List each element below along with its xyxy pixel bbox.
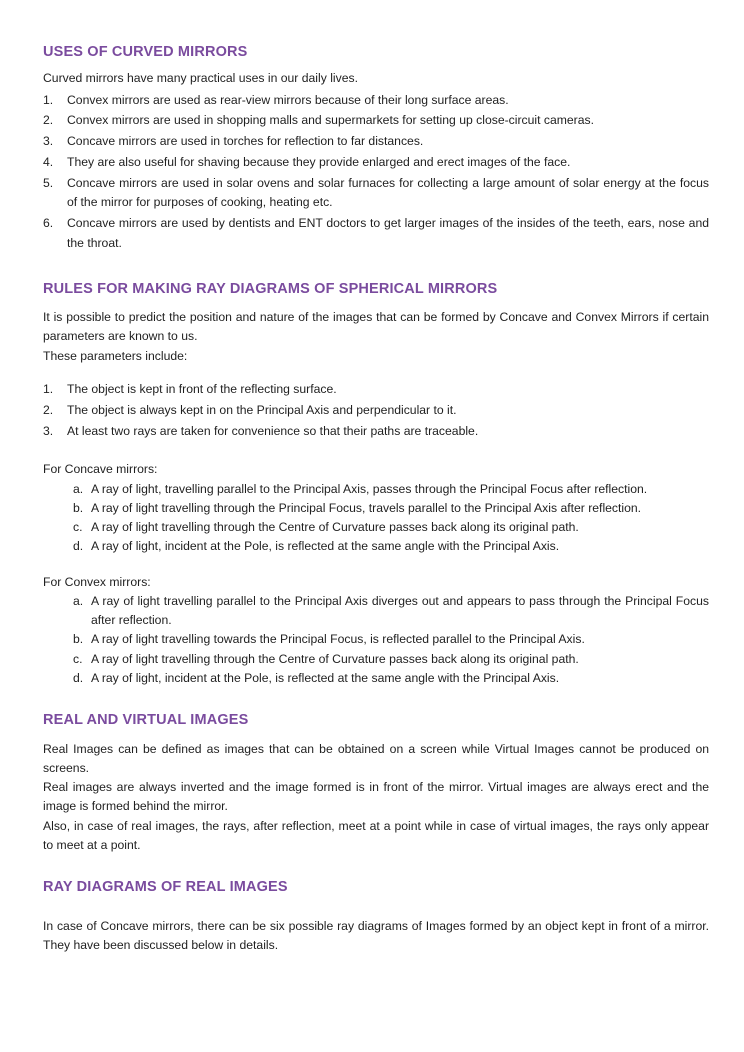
spacer xyxy=(43,557,709,573)
heading-ray-diagrams-of-real-images: RAY DIAGRAMS OF REAL IMAGES xyxy=(43,879,288,896)
list-marker: 3. xyxy=(43,423,54,438)
list-item-text: A ray of light travelling parallel to the Principal Axis diverges out and appears to pass through the Principal Focus after reflection. xyxy=(91,593,709,628)
list-item-text: Concave mirrors are used by dentists and ENT doctors to get larger images of the insides of the teeth, ears, nose and the throat. xyxy=(67,216,709,251)
list-marker: 1. xyxy=(43,381,54,396)
list-item-text: A ray of light, incident at the Pole, is reflected at the same angle with the Principal Axis. xyxy=(91,539,560,554)
list-item xyxy=(43,153,709,173)
intro-uses-of-curved-mirrors: Curved mirrors have many practical uses in our daily lives. xyxy=(43,71,358,86)
para-parameters-include: These parameters include: xyxy=(43,348,188,363)
list-parameters xyxy=(43,380,709,441)
spacer xyxy=(43,442,709,460)
list-item-text: A ray of light travelling through the Centre of Curvature passes back along its original path. xyxy=(91,651,579,666)
list-marker: a. xyxy=(73,481,84,496)
list-item-text: The object is always kept in on the Principal Axis and perpendicular to it. xyxy=(67,402,457,417)
list-item xyxy=(43,422,709,442)
heading-real-and-virtual-images: REAL AND VIRTUAL IMAGES xyxy=(43,712,249,729)
list-item xyxy=(73,650,709,669)
spacer xyxy=(43,688,709,712)
list-item-text: Convex mirrors are used in shopping malls and supermarkets for setting up close-circuit cameras. xyxy=(67,113,594,128)
list-item xyxy=(73,630,709,649)
list-item xyxy=(43,111,709,131)
list-item xyxy=(73,499,709,518)
list-marker: 2. xyxy=(43,402,54,417)
list-item xyxy=(43,401,709,421)
spacer xyxy=(43,730,709,740)
list-item-text: A ray of light, incident at the Pole, is reflected at the same angle with the Principal Axis. xyxy=(91,670,560,685)
list-item-text: At least two rays are taken for convenience so that their paths are traceable. xyxy=(67,423,479,438)
label-for-concave-mirrors: For Concave mirrors: xyxy=(43,462,158,477)
para-rules-intro: It is possible to predict the position and nature of the images that can be formed by Concave and Convex Mirrors if certain parameters are known to us. xyxy=(43,310,709,344)
spacer xyxy=(43,855,709,879)
list-convex-rules xyxy=(73,592,709,688)
list-item xyxy=(73,592,709,631)
list-marker: 6. xyxy=(43,216,54,231)
list-marker: 1. xyxy=(43,92,54,107)
heading-uses-of-curved-mirrors: USES OF CURVED MIRRORS xyxy=(43,44,248,60)
list-marker: b. xyxy=(73,500,84,515)
list-marker: b. xyxy=(73,632,84,647)
list-marker: 4. xyxy=(43,154,54,169)
list-item-text: A ray of light, travelling parallel to the Principal Axis, passes through the Principal Focus after reflection. xyxy=(91,481,648,496)
list-marker: d. xyxy=(73,539,84,554)
list-item-text: A ray of light travelling through the Principal Focus, travels parallel to the Principal Axis after reflection. xyxy=(91,500,642,515)
list-marker: 2. xyxy=(43,113,54,128)
list-item xyxy=(73,537,709,556)
para-ray-diagrams-intro: In case of Concave mirrors, there can be six possible ray diagrams of Images formed by an object kept in front of a mirror. They have been discussed below in details. xyxy=(43,918,709,952)
list-item-text: The object is kept in front of the reflecting surface. xyxy=(67,381,337,396)
list-item xyxy=(43,380,709,400)
document-content xyxy=(43,44,709,955)
list-item xyxy=(43,214,709,254)
spacer xyxy=(43,255,709,281)
list-marker: d. xyxy=(73,670,84,685)
list-marker: a. xyxy=(73,593,84,608)
list-item xyxy=(73,480,709,499)
list-item xyxy=(43,132,709,152)
list-item xyxy=(73,669,709,688)
list-item xyxy=(43,91,709,111)
list-item-text: They are also useful for shaving because they provide enlarged and erect images of the face. xyxy=(67,154,571,169)
list-concave-rules xyxy=(73,480,709,557)
para-real-virtual-2: Real images are always inverted and the image formed is in front of the mirror. Virtual images are always erect and the image is formed behind the mirror. xyxy=(43,780,709,814)
list-item-text: A ray of light travelling through the Centre of Curvature passes back along its original path. xyxy=(91,520,579,535)
spacer xyxy=(43,897,709,917)
spacer xyxy=(43,61,709,69)
list-item-text: Convex mirrors are used as rear-view mirrors because of their long surface areas. xyxy=(67,92,509,107)
list-marker: 3. xyxy=(43,134,54,149)
list-item-text: Concave mirrors are used in solar ovens and solar furnaces for collecting a large amount of solar energy at the focus of the mirror for purposes of cooking, heating etc. xyxy=(67,175,709,210)
list-item xyxy=(43,174,709,214)
list-uses-of-curved-mirrors xyxy=(43,91,709,254)
list-item-text: Concave mirrors are used in torches for reflection to far distances. xyxy=(67,134,424,149)
label-for-convex-mirrors: For Convex mirrors: xyxy=(43,574,151,589)
list-item-text: A ray of light travelling towards the Principal Focus, is reflected parallel to the Principal Axis. xyxy=(91,632,585,647)
spacer xyxy=(43,298,709,308)
para-real-virtual-3: Also, in case of real images, the rays, after reflection, meet at a point while in case of virtual images, the rays only appear to meet at a point. xyxy=(43,818,709,852)
spacer xyxy=(43,366,709,380)
list-item xyxy=(73,518,709,537)
heading-rules-for-ray-diagrams: RULES FOR MAKING RAY DIAGRAMS OF SPHERICAL MIRRORS xyxy=(43,280,498,297)
list-marker: c. xyxy=(73,651,83,666)
list-marker: 5. xyxy=(43,175,54,190)
list-marker: c. xyxy=(73,520,83,535)
para-real-virtual-1: Real Images can be defined as images that can be obtained on a screen while Virtual Images cannot be produced on screens. xyxy=(43,741,709,775)
